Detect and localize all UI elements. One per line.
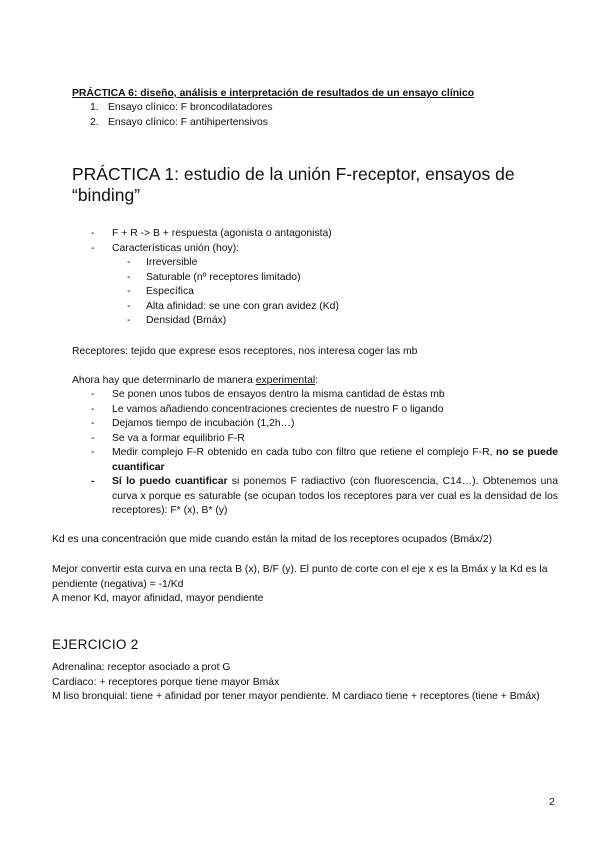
list-item-text: Se va a formar equilibrio F-R bbox=[112, 432, 245, 444]
list-item-text: Le vamos añadiendo concentraciones crecientes de nuestro F o ligando bbox=[112, 403, 444, 415]
sub-list-item bbox=[127, 300, 531, 315]
list-item-text: Medir complejo F-R obtenido en cada tubo con filtro que retiene el complejo F-R, bbox=[112, 447, 497, 458]
dash-marker: - bbox=[91, 403, 95, 415]
sub-list-item bbox=[127, 285, 531, 300]
top-numbered-list bbox=[90, 101, 530, 130]
dash-marker: - bbox=[91, 476, 95, 487]
list-item bbox=[91, 403, 558, 418]
scatchard-conclusion: A menor Kd, mayor afinidad, mayor pendiente bbox=[52, 593, 264, 604]
list-item-text: Se ponen unos tubos de ensayos dentro la misma cantidad de éstas mb bbox=[112, 389, 445, 400]
exercise-line: Cardiaco: + receptores porque tiene mayor Bmáx bbox=[52, 676, 280, 688]
list-item bbox=[91, 388, 558, 403]
dash-marker: - bbox=[127, 300, 131, 312]
list-item bbox=[90, 101, 530, 116]
dash-marker: - bbox=[127, 257, 131, 268]
list-item-text: Saturable (nº receptores limitado) bbox=[146, 271, 301, 283]
list-number: 2. bbox=[90, 116, 99, 128]
dash-marker: - bbox=[127, 286, 131, 297]
dash-marker: - bbox=[91, 447, 95, 458]
characteristics-sublist bbox=[127, 256, 531, 329]
list-item-text: Ensayo clínico: F antihipertensivos bbox=[108, 116, 268, 128]
exercise-line: Adrenalina: receptor asociado a prot G bbox=[52, 662, 231, 673]
scatchard-line: Mejor convertir esta curva en una recta B (x), B/F (y). El punto de corte con el eje x es la Bmáx y la Kd es la pendiente (negativa) = -1/Kd bbox=[52, 564, 548, 590]
list-item-text: Irreversible bbox=[146, 257, 198, 268]
page-title: PRÁCTICA 1: estudio de la unión F-receptor, ensayos de “binding” bbox=[72, 164, 515, 205]
list-item-text: Dejamos tiempo de incubación (1,2h…) bbox=[112, 418, 295, 429]
list-item-bold-text: Sí lo puedo cuantificar bbox=[112, 476, 228, 487]
scatchard-paragraph bbox=[52, 563, 564, 607]
intro-colon: : bbox=[315, 375, 319, 386]
exercise-line: M liso bronquial: tiene + afinidad por tener mayor pendiente. M cardiaco tiene + receptores (tiene + Bmáx) bbox=[52, 691, 540, 702]
list-item-text: Ensayo clínico: F broncodilatadores bbox=[108, 102, 273, 113]
dash-marker: - bbox=[91, 228, 95, 239]
list-item bbox=[91, 227, 531, 242]
list-item-text: Específica bbox=[146, 286, 194, 297]
list-number: 1. bbox=[90, 102, 99, 113]
list-item-text: Densidad (Bmáx) bbox=[146, 315, 227, 326]
list-item-text: si ponemos F radiactivo (con fluorescencia, C14…). Obtenemos una curva x porque es saturable (se ocupan todos los receptores para ver cual es la densidad de los receptores): F* (x), B* (y) bbox=[112, 476, 558, 516]
intro-underlined: experimental bbox=[255, 375, 316, 386]
exercise-body bbox=[52, 661, 560, 705]
list-item-text: Características unión (hoy): bbox=[112, 242, 240, 254]
list-item bbox=[90, 116, 530, 131]
intro-text: Ahora hay que determinarlo de manera bbox=[72, 375, 256, 386]
list-item bbox=[91, 446, 558, 475]
experimental-steps bbox=[91, 388, 558, 519]
dash-marker: - bbox=[91, 432, 95, 444]
dash-marker: - bbox=[91, 242, 95, 254]
list-item-text: F + R -> B + respuesta (agonista o antagonista) bbox=[112, 228, 332, 239]
kd-definition: Kd es una concentración que mide cuando están la mitad de los receptores ocupados (Bmáx/2) bbox=[52, 534, 493, 545]
receptores-paragraph: Receptores: tejido que exprese esos receptores, nos interesa coger las mb bbox=[72, 346, 418, 357]
dash-marker: - bbox=[91, 418, 95, 429]
sub-list-item bbox=[127, 256, 531, 271]
sub-list-item bbox=[127, 314, 531, 329]
dash-marker: - bbox=[91, 389, 95, 400]
page-number: 2 bbox=[549, 797, 555, 808]
dash-marker: - bbox=[127, 315, 131, 326]
list-item bbox=[91, 242, 531, 329]
binding-bullets bbox=[91, 227, 531, 329]
list-item bbox=[91, 417, 558, 432]
dash-marker: - bbox=[127, 271, 131, 283]
top-heading: PRÁCTICA 6: diseño, análisis e interpretación de resultados de un ensayo clínico bbox=[72, 88, 475, 99]
list-item-text: Alta afinidad: se une con gran avidez (Kd) bbox=[146, 300, 339, 312]
experimental-intro bbox=[72, 374, 532, 389]
sub-list-item bbox=[127, 271, 531, 286]
list-item bbox=[91, 475, 558, 519]
list-item bbox=[91, 432, 558, 447]
list-item-bold-text: no se puede cuantificar bbox=[112, 447, 558, 473]
exercise-title: EJERCICIO 2 bbox=[52, 637, 139, 652]
